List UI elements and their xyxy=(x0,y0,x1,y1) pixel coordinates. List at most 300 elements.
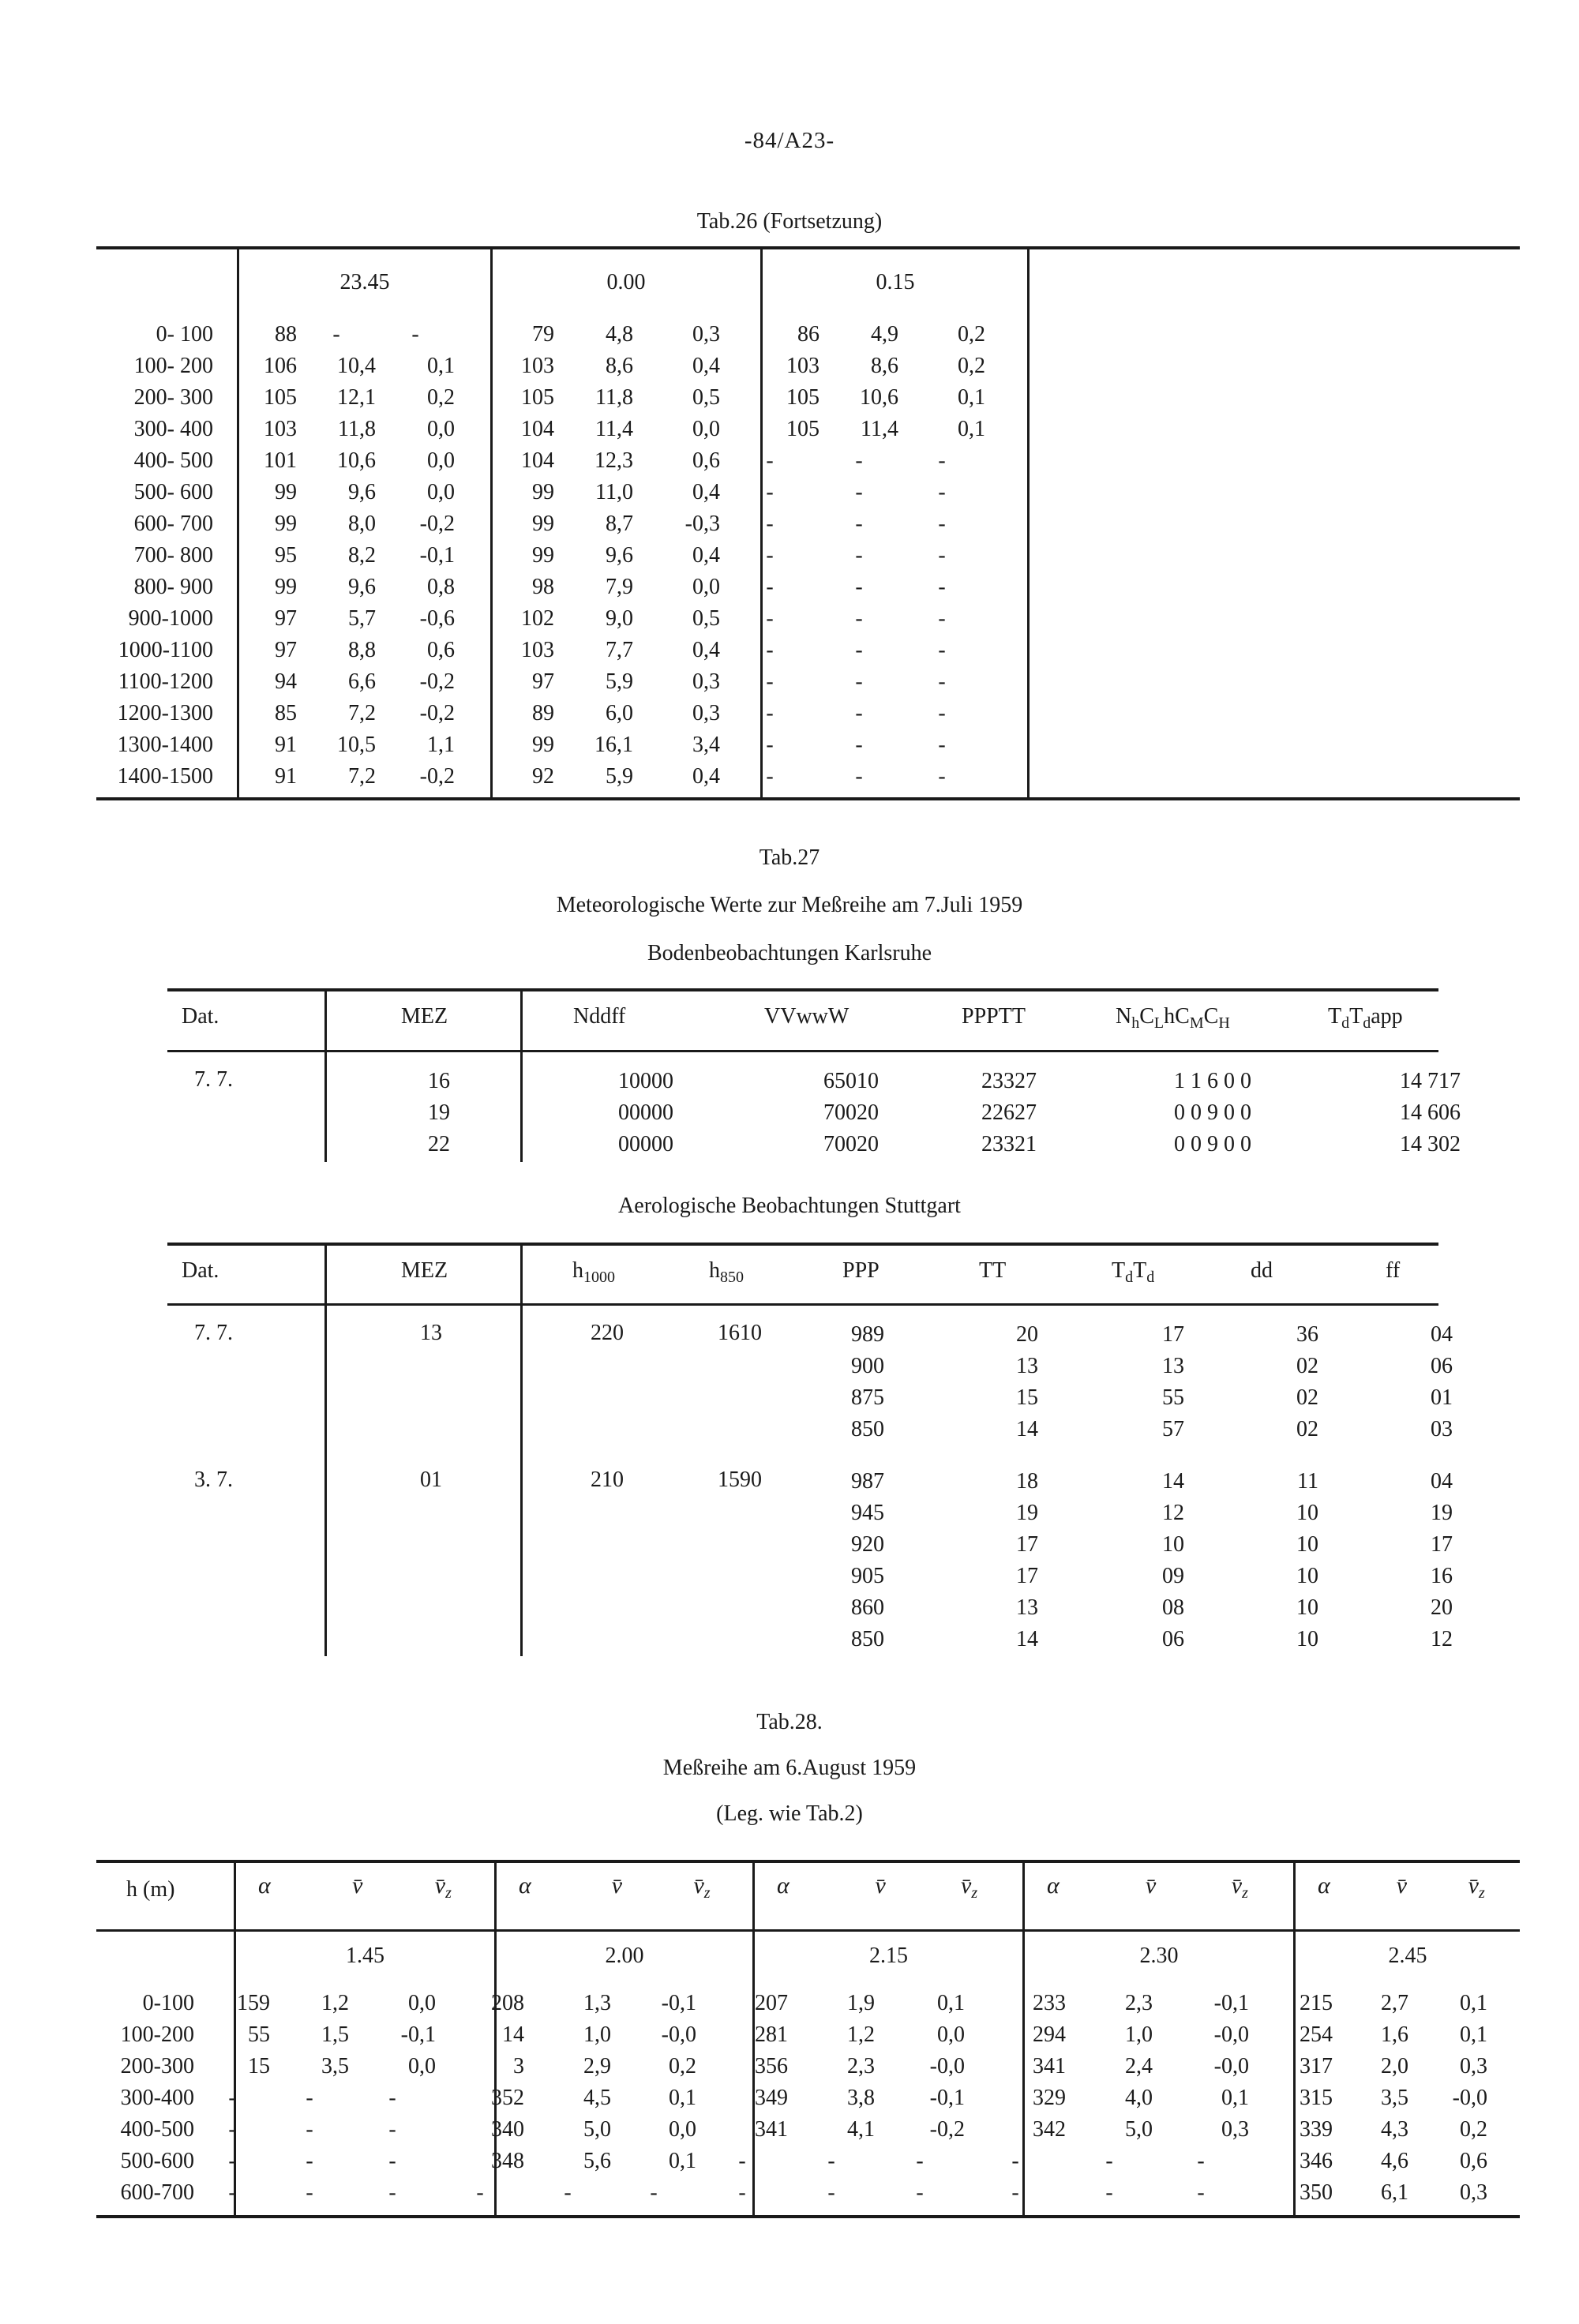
tab26-row xyxy=(87,508,985,540)
value-cell: 105 xyxy=(786,417,820,441)
value-cell: 317 xyxy=(1300,2054,1333,2078)
value-cell: 208 xyxy=(491,1991,524,2015)
value-cell: 79 xyxy=(532,322,554,347)
value-cell: 1,6 xyxy=(1381,2022,1408,2047)
value-cell: 20 xyxy=(1016,1322,1038,1347)
value-cell: - xyxy=(306,2086,313,2110)
value-cell: - xyxy=(1011,2149,1019,2173)
value-cell: 1,5 xyxy=(321,2022,349,2047)
value-cell: - xyxy=(855,512,863,536)
value-cell: - xyxy=(766,606,774,631)
value-cell: 349 xyxy=(755,2086,788,2110)
value-cell: 98 xyxy=(532,575,554,599)
value-cell: - xyxy=(738,2180,746,2205)
value-cell: 0,2 xyxy=(1460,2117,1487,2142)
value-cell: 1,2 xyxy=(321,1991,349,2015)
value-cell: 12,1 xyxy=(337,385,376,410)
value-cell: -0,0 xyxy=(1452,2086,1487,2110)
alpha-symbol: α xyxy=(1047,1872,1060,1899)
value-cell: 91 xyxy=(275,764,297,789)
page-number: -84/A23- xyxy=(744,128,835,153)
boden-header-nddff: Nddff xyxy=(573,1004,626,1029)
value-cell: 1,3 xyxy=(583,1991,611,2015)
tab28-row xyxy=(93,2019,1487,2051)
aero-header-h1000 xyxy=(572,1258,615,1287)
value-cell: - xyxy=(1197,2149,1205,2173)
value-cell: 105 xyxy=(786,385,820,410)
aero-table xyxy=(821,1466,1453,1655)
value-cell: 0,0 xyxy=(408,2054,436,2078)
alpha-symbol: α xyxy=(519,1872,531,1899)
tab26-row xyxy=(87,477,985,508)
value-cell: - xyxy=(938,543,946,568)
value-cell: -0,1 xyxy=(929,2086,965,2110)
height-range-cell: 0- 100 xyxy=(156,322,213,347)
value-cell: 8,6 xyxy=(606,354,633,378)
value-cell: 207 xyxy=(755,1991,788,2015)
value-cell: 14 xyxy=(1016,1627,1038,1651)
value-cell: 91 xyxy=(275,733,297,757)
value-cell: 6,1 xyxy=(1381,2180,1408,2205)
value-cell: 97 xyxy=(275,606,297,631)
tab28-caption: Tab.28. xyxy=(756,1710,823,1734)
value-cell: 14 xyxy=(1016,1417,1038,1441)
value-cell: 1,2 xyxy=(847,2022,875,2047)
value-cell: - xyxy=(388,2149,396,2173)
value-cell: 9,6 xyxy=(348,575,376,599)
value-cell: - xyxy=(1011,2180,1019,2205)
tab28-bottom-rule xyxy=(96,2215,1520,2218)
value-cell: -0,0 xyxy=(1213,2022,1249,2047)
value-cell: - xyxy=(650,2180,658,2205)
value-cell: 6,0 xyxy=(606,701,633,725)
value-cell: 55 xyxy=(1162,1385,1184,1410)
value-cell: 17 xyxy=(1162,1322,1184,1347)
hcm-symbol: hC xyxy=(1164,1004,1190,1029)
value-cell: 17 xyxy=(1016,1532,1038,1557)
height-range-cell: 600- 700 xyxy=(133,512,213,536)
vz-symbol: $v̄_z$ xyxy=(693,1872,711,1902)
tab28-legend: (Leg. wie Tab.2) xyxy=(716,1801,863,1826)
tab26-group-label: 0.00 xyxy=(606,270,646,294)
alpha-symbol: α xyxy=(258,1872,271,1899)
value-cell: 14 606 xyxy=(1400,1100,1461,1125)
value-cell: 06 xyxy=(1162,1627,1184,1651)
value-cell: 11,4 xyxy=(861,417,898,441)
value-cell: 0,0 xyxy=(427,480,455,504)
value-cell: - xyxy=(306,2180,313,2205)
value-cell: 1,0 xyxy=(583,2022,611,2047)
value-cell: 2,3 xyxy=(847,2054,875,2078)
value-cell: 281 xyxy=(755,2022,788,2047)
value-cell: 00000 xyxy=(618,1100,673,1125)
tab28-header-rule xyxy=(96,1929,1520,1932)
value-cell: - xyxy=(938,638,946,662)
tab28-row xyxy=(93,2146,1487,2177)
value-cell: - xyxy=(827,2149,835,2173)
value-cell: 16 xyxy=(428,1069,450,1093)
value-cell: - xyxy=(916,2180,924,2205)
value-cell: 11 xyxy=(1297,1469,1318,1494)
aero-table xyxy=(821,1319,1453,1445)
value-cell: 0 0 9 0 0 xyxy=(1174,1132,1251,1156)
value-cell: 0,2 xyxy=(427,385,455,410)
value-cell: 85 xyxy=(275,701,297,725)
value-cell: 5,9 xyxy=(606,764,633,789)
value-cell: 4,5 xyxy=(583,2086,611,2110)
value-cell: 4,6 xyxy=(1381,2149,1408,2173)
tab26-bottom-rule xyxy=(96,797,1520,800)
tab26-table xyxy=(87,319,985,793)
value-cell: 99 xyxy=(275,480,297,504)
tab26-body xyxy=(87,319,985,793)
value-cell: - xyxy=(332,322,340,347)
vz-subscript: z xyxy=(1479,1884,1485,1902)
tab26-row xyxy=(87,729,985,761)
aero-date: 7. 7. xyxy=(194,1321,233,1345)
td-subscript: d xyxy=(1341,1014,1350,1032)
aero-row xyxy=(821,1561,1453,1592)
value-cell: 14 717 xyxy=(1400,1069,1461,1093)
value-cell: 06 xyxy=(1431,1354,1453,1378)
tab26-row xyxy=(87,635,985,666)
tab26-row xyxy=(87,540,985,572)
value-cell: 04 xyxy=(1431,1469,1453,1494)
value-cell: 0,1 xyxy=(1460,2022,1487,2047)
value-cell: -0,2 xyxy=(419,764,455,789)
value-cell: 987 xyxy=(851,1469,884,1494)
aero-header-ttd xyxy=(1112,1258,1154,1287)
boden-header-vvwww: VVwwW xyxy=(764,1004,850,1029)
value-cell: 7,2 xyxy=(348,764,376,789)
value-cell: 19 xyxy=(428,1100,450,1125)
value-cell: 10 xyxy=(1296,1564,1318,1588)
value-cell: 0,4 xyxy=(692,354,720,378)
value-cell: 315 xyxy=(1300,2086,1333,2110)
boden-table xyxy=(347,1066,1461,1160)
value-cell: 105 xyxy=(264,385,297,410)
boden-date: 7. 7. xyxy=(194,1067,233,1092)
value-cell: 0,0 xyxy=(669,2117,696,2142)
boden-divider xyxy=(324,990,327,1162)
value-cell: - xyxy=(938,575,946,599)
value-cell: - xyxy=(766,480,774,504)
value-cell: 106 xyxy=(264,354,297,378)
value-cell: 14 xyxy=(502,2022,524,2047)
h-symbol: h xyxy=(709,1258,720,1283)
value-cell: 339 xyxy=(1300,2117,1333,2142)
height-range-cell: 500- 600 xyxy=(133,480,213,504)
value-cell: 103 xyxy=(786,354,820,378)
tab26-top-rule xyxy=(96,246,1520,249)
value-cell: - xyxy=(855,448,863,473)
aero-header-ff: ff xyxy=(1386,1258,1401,1283)
tab28-top-rule xyxy=(96,1860,1520,1863)
vz-subscript: z xyxy=(971,1884,978,1902)
tab28-row xyxy=(93,2082,1487,2114)
value-cell: 3,8 xyxy=(847,2086,875,2110)
value-cell: 18 xyxy=(1016,1469,1038,1494)
tab28-row xyxy=(93,2051,1487,2082)
value-cell: -0,1 xyxy=(419,543,455,568)
v-symbol: v̄ xyxy=(611,1872,623,1899)
boden-header-dewpoint xyxy=(1328,1004,1403,1033)
tab27-aero-title: Aerologische Beobachtungen Stuttgart xyxy=(618,1194,961,1218)
value-cell: 5,0 xyxy=(583,2117,611,2142)
tab28-header-h: h (m) xyxy=(126,1877,175,1902)
vz-subscript: z xyxy=(1242,1884,1248,1902)
tab28-body xyxy=(93,1988,1487,2209)
value-cell: - xyxy=(938,606,946,631)
aero-row xyxy=(821,1497,1453,1529)
value-cell: 6,6 xyxy=(348,669,376,694)
value-cell: 99 xyxy=(275,512,297,536)
height-range-cell: 700- 800 xyxy=(133,543,213,568)
value-cell: 4,3 xyxy=(1381,2117,1408,2142)
value-cell: 0,0 xyxy=(937,2022,965,2047)
value-cell: 0,0 xyxy=(692,575,720,599)
value-cell: 13 xyxy=(1016,1354,1038,1378)
value-cell: 850 xyxy=(851,1627,884,1651)
value-cell: 2,9 xyxy=(583,2054,611,2078)
value-cell: 0,6 xyxy=(1460,2149,1487,2173)
height-range-cell: 1200-1300 xyxy=(117,701,213,725)
value-cell: - xyxy=(855,669,863,694)
value-cell: 0,1 xyxy=(958,417,985,441)
value-cell: 254 xyxy=(1300,2022,1333,2047)
value-cell: 102 xyxy=(521,606,554,631)
value-cell: 70020 xyxy=(823,1100,879,1125)
cl-symbol: C xyxy=(1139,1004,1154,1029)
boden-header-rule xyxy=(167,1050,1438,1052)
tab26-divider xyxy=(1027,248,1030,799)
value-cell: 16 xyxy=(1431,1564,1453,1588)
value-cell: 0 0 9 0 0 xyxy=(1174,1100,1251,1125)
value-cell: 900 xyxy=(851,1354,884,1378)
tab26-group-label: 0.15 xyxy=(876,270,915,294)
value-cell: 89 xyxy=(532,701,554,725)
tab26-group-label: 23.45 xyxy=(339,270,390,294)
value-cell: 0,6 xyxy=(692,448,720,473)
value-cell: 10,5 xyxy=(337,733,376,757)
value-cell: 4,1 xyxy=(847,2117,875,2142)
value-cell: 0,4 xyxy=(692,638,720,662)
value-cell: -0,1 xyxy=(1213,1991,1249,2015)
value-cell: 5,7 xyxy=(348,606,376,631)
tab26-row xyxy=(87,319,985,350)
value-cell: - xyxy=(228,2180,236,2205)
value-cell: - xyxy=(938,733,946,757)
value-cell: 2,0 xyxy=(1381,2054,1408,2078)
value-cell: 86 xyxy=(797,322,820,347)
height-range-cell: 500-600 xyxy=(120,2149,194,2173)
value-cell: 0,2 xyxy=(669,2054,696,2078)
value-cell: - xyxy=(228,2086,236,2110)
value-cell: 0,2 xyxy=(958,354,985,378)
value-cell: 02 xyxy=(1296,1385,1318,1410)
value-cell: 103 xyxy=(521,354,554,378)
aero-row xyxy=(821,1351,1453,1382)
tab27-caption: Tab.27 xyxy=(759,845,820,870)
value-cell: - xyxy=(306,2149,313,2173)
value-cell: - xyxy=(766,543,774,568)
value-cell: 0,3 xyxy=(1460,2054,1487,2078)
tab27-boden-title: Bodenbeobachtungen Karlsruhe xyxy=(647,941,932,965)
height-range-cell: 400-500 xyxy=(120,2117,194,2142)
h-symbol: h xyxy=(572,1258,583,1283)
aero-header-tt: TT xyxy=(979,1258,1007,1283)
value-cell: -0,0 xyxy=(661,2022,696,2047)
value-cell: 99 xyxy=(532,733,554,757)
aero-row xyxy=(821,1624,1453,1655)
aero-header-ppp: PPP xyxy=(842,1258,880,1283)
value-cell: - xyxy=(938,512,946,536)
value-cell: 356 xyxy=(755,2054,788,2078)
value-cell: - xyxy=(855,575,863,599)
value-cell: 1,1 xyxy=(427,733,455,757)
value-cell: 09 xyxy=(1162,1564,1184,1588)
value-cell: 08 xyxy=(1162,1595,1184,1620)
value-cell: 0,1 xyxy=(1460,1991,1487,2015)
value-cell: 4,9 xyxy=(871,322,898,347)
value-cell: 19 xyxy=(1016,1501,1038,1525)
aero-mez-value: 13 xyxy=(420,1321,442,1345)
value-cell: 94 xyxy=(275,669,297,694)
value-cell: 7,9 xyxy=(606,575,633,599)
value-cell: - xyxy=(855,480,863,504)
aero-divider xyxy=(324,1244,327,1656)
value-cell: 95 xyxy=(275,543,297,568)
aero-row xyxy=(821,1466,1453,1497)
tab28-group-label: 2.45 xyxy=(1388,1944,1427,1968)
value-cell: -0,6 xyxy=(419,606,455,631)
value-cell: 15 xyxy=(1016,1385,1038,1410)
value-cell: -0,2 xyxy=(419,669,455,694)
tab26-row xyxy=(87,414,985,445)
value-cell: 2,7 xyxy=(1381,1991,1408,2015)
boden-header-ppptt: PPPTT xyxy=(962,1004,1026,1029)
t-subscript: d xyxy=(1146,1269,1155,1286)
value-cell: 10 xyxy=(1296,1501,1318,1525)
value-cell: 11,8 xyxy=(338,417,376,441)
value-cell: - xyxy=(855,606,863,631)
aero-h1000-value: 210 xyxy=(591,1467,624,1492)
value-cell: 03 xyxy=(1431,1417,1453,1441)
value-cell: - xyxy=(476,2180,484,2205)
height-range-cell: 600-700 xyxy=(120,2180,194,2205)
value-cell: 10,4 xyxy=(337,354,376,378)
value-cell: 11,8 xyxy=(595,385,633,410)
value-cell: 12,3 xyxy=(594,448,633,473)
value-cell: 352 xyxy=(491,2086,524,2110)
value-cell: 15 xyxy=(248,2054,270,2078)
tab27-title: Meteorologische Werte zur Meßreihe am 7.Juli 1959 xyxy=(556,893,1023,917)
tab28-group-label: 1.45 xyxy=(346,1944,384,1968)
value-cell: 0,1 xyxy=(669,2086,696,2110)
value-cell: 1,9 xyxy=(847,1991,875,2015)
value-cell: 215 xyxy=(1300,1991,1333,2015)
value-cell: 920 xyxy=(851,1532,884,1557)
value-cell: 12 xyxy=(1162,1501,1184,1525)
value-cell: - xyxy=(827,2180,835,2205)
tab28-row xyxy=(93,2177,1487,2209)
value-cell: - xyxy=(766,764,774,789)
boden-row xyxy=(347,1129,1461,1160)
value-cell: 99 xyxy=(275,575,297,599)
value-cell: 0,1 xyxy=(669,2149,696,2173)
value-cell: - xyxy=(855,733,863,757)
value-cell: 3 xyxy=(513,2054,524,2078)
tab28-group-label: 2.30 xyxy=(1139,1944,1179,1968)
tab26-row xyxy=(87,445,985,477)
value-cell: 2,4 xyxy=(1125,2054,1153,2078)
value-cell: 1,0 xyxy=(1125,2022,1153,2047)
value-cell: - xyxy=(228,2117,236,2142)
height-range-cell: 100-200 xyxy=(120,2022,194,2047)
aero-top-rule xyxy=(167,1243,1438,1246)
value-cell: 88 xyxy=(275,322,297,347)
aero-h1000-value: 220 xyxy=(591,1321,624,1345)
value-cell: - xyxy=(938,448,946,473)
value-cell: 02 xyxy=(1296,1417,1318,1441)
value-cell: 14 302 xyxy=(1400,1132,1461,1156)
value-cell: - xyxy=(938,764,946,789)
value-cell: 0,3 xyxy=(692,322,720,347)
tab28-table xyxy=(93,1988,1487,2209)
value-cell: -0,0 xyxy=(1213,2054,1249,2078)
value-cell: 0,1 xyxy=(937,1991,965,2015)
value-cell: - xyxy=(388,2180,396,2205)
tab26-row xyxy=(87,572,985,603)
value-cell: -0,2 xyxy=(929,2117,965,2142)
aero-row xyxy=(821,1592,1453,1624)
height-range-cell: 300-400 xyxy=(120,2086,194,2110)
value-cell: 3,4 xyxy=(692,733,720,757)
tab26-row xyxy=(87,761,985,793)
value-cell: 9,6 xyxy=(606,543,633,568)
alpha-symbol: α xyxy=(777,1872,790,1899)
boden-header-clouds xyxy=(1116,1004,1230,1033)
value-cell: 9,6 xyxy=(348,480,376,504)
vz-subscript: z xyxy=(445,1884,452,1902)
value-cell: 8,2 xyxy=(348,543,376,568)
v-symbol: v̄ xyxy=(1396,1872,1408,1899)
value-cell: -0,2 xyxy=(419,701,455,725)
value-cell: 99 xyxy=(532,543,554,568)
value-cell: 104 xyxy=(521,417,554,441)
value-cell: 0,5 xyxy=(692,385,720,410)
t-subscript: d xyxy=(1125,1269,1134,1286)
value-cell: - xyxy=(938,701,946,725)
value-cell: 99 xyxy=(532,480,554,504)
value-cell: - xyxy=(766,512,774,536)
value-cell: 11,0 xyxy=(595,480,633,504)
value-cell: 55 xyxy=(248,2022,270,2047)
value-cell: - xyxy=(388,2086,396,2110)
value-cell: 10 xyxy=(1162,1532,1184,1557)
value-cell: 0,6 xyxy=(427,638,455,662)
value-cell: 850 xyxy=(851,1417,884,1441)
value-cell: 70020 xyxy=(823,1132,879,1156)
value-cell: 945 xyxy=(851,1501,884,1525)
value-cell: 8,6 xyxy=(871,354,898,378)
value-cell: 8,0 xyxy=(348,512,376,536)
value-cell: 22627 xyxy=(981,1100,1037,1125)
height-range-cell: 800- 900 xyxy=(133,575,213,599)
value-cell: 0,1 xyxy=(427,354,455,378)
vz-symbol: $v̄_z$ xyxy=(961,1872,978,1902)
value-cell: - xyxy=(766,701,774,725)
